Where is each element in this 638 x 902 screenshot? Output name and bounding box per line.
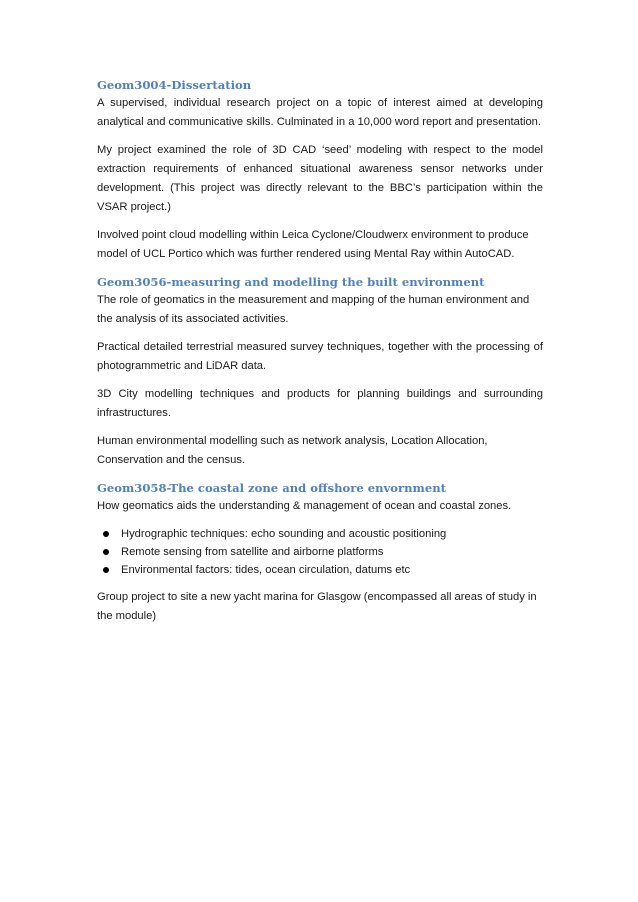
bullet-list	[97, 525, 543, 579]
section-heading: Geom3004-Dissertation	[97, 78, 252, 92]
paragraph: The role of geomatics in the measurement and mapping of the human environment and the analysis of its associated activities.	[97, 294, 530, 325]
paragraph: Human environmental modelling such as network analysis, Location Allocation, Conservation and the census.	[97, 435, 488, 466]
list-item-text: Environmental factors: tides, ocean circulation, datums etc	[121, 564, 411, 576]
section-heading: Geom3058-The coastal zone and offshore envornment	[97, 481, 446, 495]
bullet-icon	[103, 567, 109, 573]
list-item	[97, 561, 543, 579]
list-item	[97, 525, 543, 543]
paragraph: How geomatics aids the understanding & management of ocean and coastal zones.	[97, 500, 512, 512]
list-item	[97, 543, 543, 561]
paragraph: My project examined the role of 3D CAD ‘seed’ modeling with respect to the model extraction requirements of enhanced situational awareness sensor networks under development. (This project was directly relevant to the BBC’s participation within the VSAR project.)	[97, 144, 543, 213]
section-dissertation	[97, 76, 543, 264]
paragraph: Practical detailed terrestrial measured survey techniques, together with the processing of photogrammetric and LiDAR data.	[97, 341, 543, 372]
list-item-text: Remote sensing from satellite and airborne platforms	[121, 546, 384, 558]
document-body	[97, 76, 543, 635]
section-heading: Geom3056-measuring and modelling the built environment	[97, 275, 485, 289]
paragraph: 3D City modelling techniques and products for planning buildings and surrounding infrastructures.	[97, 388, 543, 419]
paragraph: Group project to site a new yacht marina for Glasgow (encompassed all areas of study in the module)	[97, 591, 537, 622]
bullet-icon	[103, 549, 109, 555]
section-built-environment	[97, 273, 543, 470]
bullet-icon	[103, 531, 109, 537]
list-item-text: Hydrographic techniques: echo sounding and acoustic positioning	[121, 528, 447, 540]
section-coastal-zone	[97, 479, 543, 626]
paragraph: Involved point cloud modelling within Leica Cyclone/Cloudwerx environment to produce model of UCL Portico which was further rendered using Mental Ray within AutoCAD.	[97, 229, 529, 260]
paragraph: A supervised, individual research project on a topic of interest aimed at developing analytical and communicative skills. Culminated in a 10,000 word report and presentation.	[97, 97, 543, 128]
